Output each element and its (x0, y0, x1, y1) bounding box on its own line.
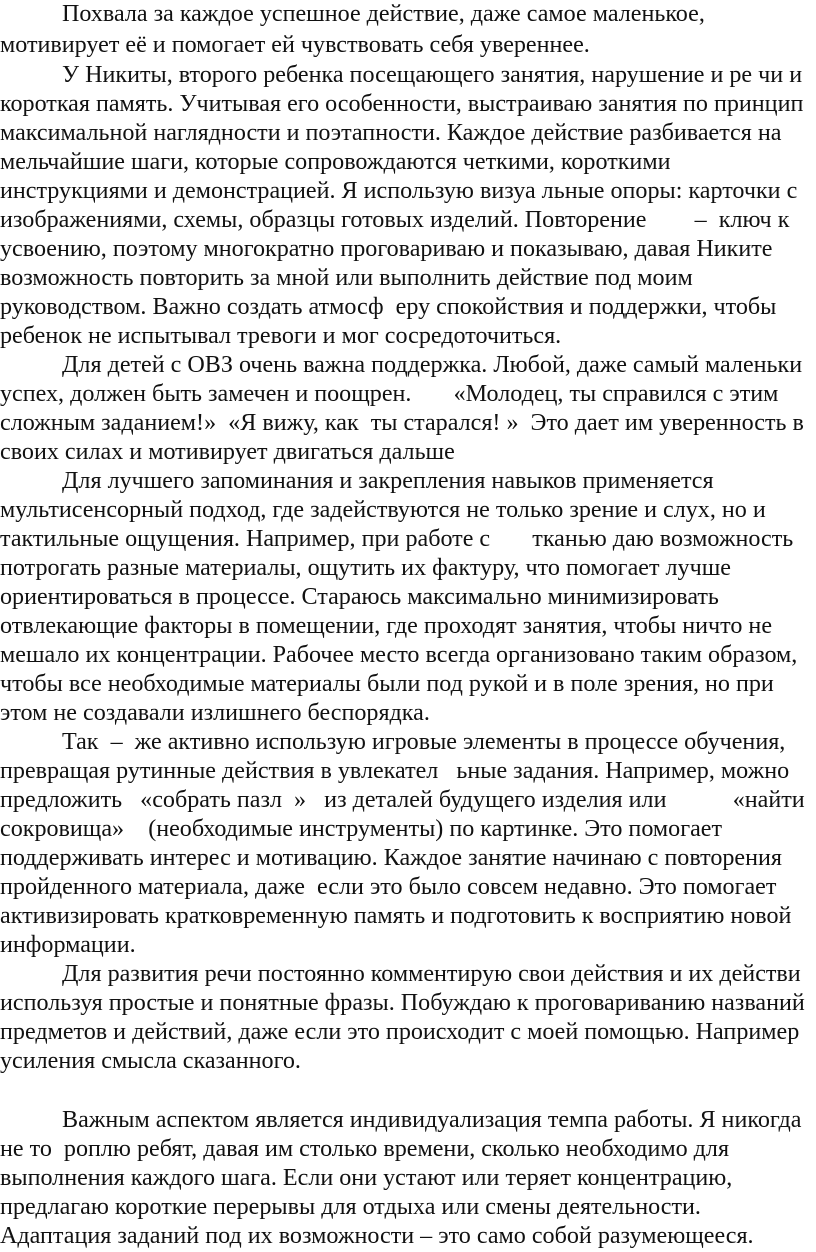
text-line: пройденного материала, даже если это было совсем недавно. Это помогает (0, 874, 777, 900)
text-line: Для детей с ОВЗ очень важна поддержка. Любой, даже самый маленьки (62, 352, 803, 378)
text-line: У Никиты, второго ребенка посещающего занятия, нарушение и ре чи и (62, 62, 803, 88)
text-line: ориентироваться в процессе. Стараюсь максимально минимизировать (0, 584, 719, 610)
text-line: отвлекающие факторы в помещении, где проходят занятия, чтобы ничто не (0, 613, 773, 639)
text-line: Важным аспектом является индивидуализация темпа работы. Я никогда (62, 1107, 802, 1133)
text-line: предлагаю короткие перерывы для отдыха или смены деятельности. (0, 1194, 701, 1220)
text-line: усвоению, поэтому многократно проговариваю и показываю, давая Никите (0, 236, 773, 262)
text-line: мультисенсорный подход, где задействуются не только зрение и слух, но и (0, 497, 766, 523)
text-line: возможность повторить за мной или выполнить действие под моим (0, 265, 693, 291)
text-line: поддерживать интерес и мотивацию. Каждое занятие начинаю с повторения (0, 845, 782, 871)
text-line: успех, должен быть замечен и поощрен. «Молодец, ты справился с этим (0, 381, 779, 407)
text-line: короткая память. Учитывая его особенности, выстраиваю занятия по принцип (0, 91, 804, 117)
text-line: выполнения каждого шага. Если они устают или теряет концентрацию, (0, 1165, 733, 1191)
text-line: используя простые и понятные фразы. Побуждаю к проговариванию названий (0, 990, 805, 1016)
text-line: активизировать кратковременную память и подготовить к восприятию новой (0, 903, 792, 929)
text-line: сокровища» (необходимые инструменты) по картинке. Это помогает (0, 816, 722, 842)
text-line: информации. (0, 932, 136, 958)
text-line: предметов и действий, даже если это происходит с моей помощью. Например (0, 1019, 800, 1045)
text-line: Для лучшего запоминания и закрепления навыков применяется (62, 468, 714, 494)
text-line: мельчайшие шаги, которые сопровождаются четкими, короткими (0, 149, 671, 175)
text-line: этом не создавали излишнего беспорядка. (0, 700, 430, 726)
text-line: ребенок не испытывал тревоги и мог сосредоточиться. (0, 323, 562, 349)
text-line: не то роплю ребят, давая им столько времени, сколько необходимо для (0, 1136, 730, 1162)
text-line: тактильные ощущения. Например, при работе с тканью даю возможность (0, 526, 794, 552)
text-line: усиления смысла сказанного. (0, 1048, 301, 1074)
text-line: Адаптация заданий под их возможности – это само собой разумеющееся. (0, 1223, 754, 1249)
text-line: Так – же активно использую игровые элементы в процессе обучения, (62, 729, 786, 755)
text-line: мешало их концентрации. Рабочее место всегда организовано таким образом, (0, 642, 798, 668)
text-line: Для развития речи постоянно комментирую свои действия и их действи (62, 961, 801, 987)
text-line: инструкциями и демонстрацией. Я использую визуа льные опоры: карточки с (0, 178, 798, 204)
text-line: сложным заданием!» «Я вижу, как ты старался! » Это дает им уверенность в (0, 410, 804, 436)
text-line: изображениями, схемы, образцы готовых изделий. Повторение – ключ к (0, 207, 790, 233)
text-line: руководством. Важно создать атмосф еру спокойствия и поддержки, чтобы (0, 294, 777, 320)
text-line: своих силах и мотивирует двигаться дальше (0, 439, 455, 465)
text-line: мотивирует её и помогает ей чувствовать себя увереннее. (0, 32, 590, 58)
text-line: чтобы все необходимые материалы были под рукой и в поле зрения, но при (0, 671, 774, 697)
text-line: потрогать разные материалы, ощутить их фактуру, что помогает лучше (0, 555, 731, 581)
text-line: превращая рутинные действия в увлекател ьные задания. Например, можно (0, 758, 790, 784)
text-line: максимальной наглядности и поэтапности. Каждое действие разбивается на (0, 120, 782, 146)
text-line: предложить «собрать пазл » из деталей будущего изделия или «найти (0, 787, 805, 813)
text-line: Похвала за каждое успешное действие, даже самое маленькое, (62, 1, 705, 27)
